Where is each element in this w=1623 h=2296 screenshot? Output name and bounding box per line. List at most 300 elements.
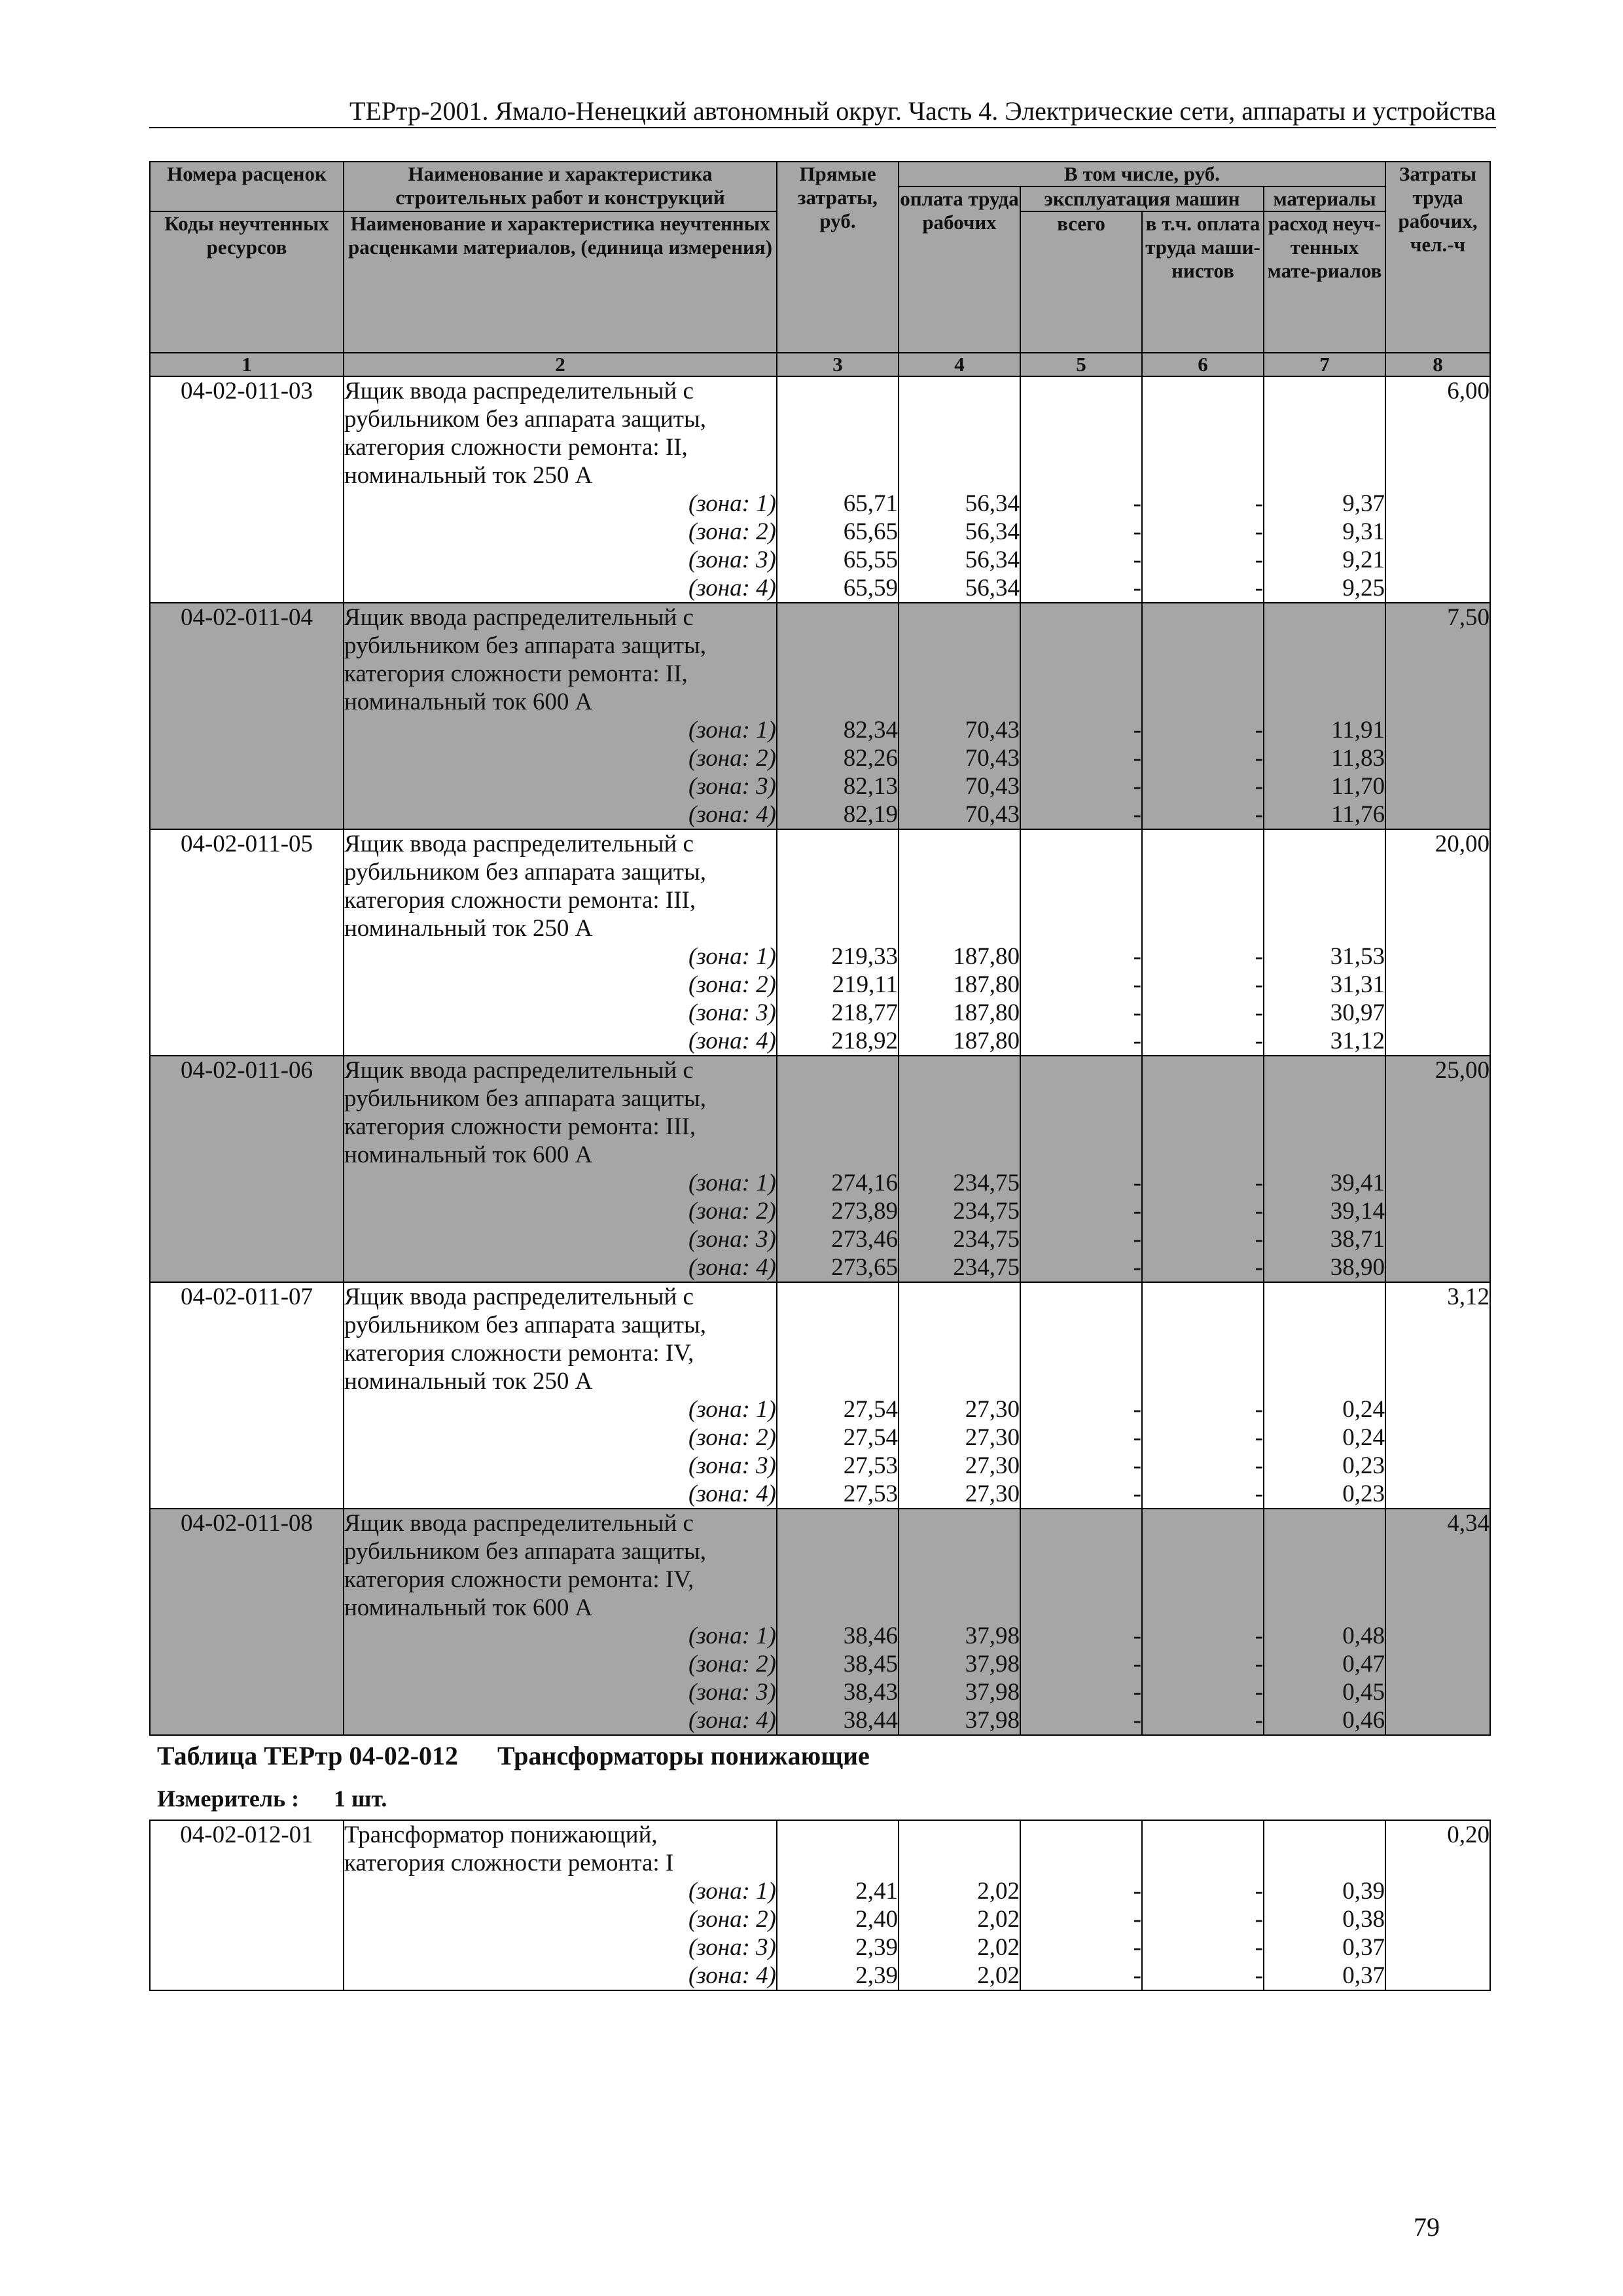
empty-cell (1385, 942, 1490, 971)
machines-total: - (1020, 1706, 1142, 1735)
table-row (150, 490, 1490, 518)
machines-total: - (1020, 1253, 1142, 1282)
rate-name-line: категория сложности ремонта: II, (344, 660, 777, 688)
empty-cell (150, 1566, 344, 1594)
materials-consumption: 30,97 (1264, 999, 1385, 1027)
table-row (150, 1594, 1490, 1622)
empty-cell (150, 1395, 344, 1424)
materials-consumption: 9,21 (1264, 546, 1385, 574)
empty-cell (1142, 433, 1264, 461)
empty-cell (150, 1253, 344, 1282)
worker-wage: 2,02 (899, 1877, 1020, 1905)
rate-name-line: рубильником без аппарата защиты, (344, 632, 777, 660)
empty-cell (1264, 1339, 1385, 1367)
table-row (150, 376, 1490, 405)
materials-consumption: 0,38 (1264, 1905, 1385, 1933)
machinist-wage: - (1142, 942, 1264, 971)
empty-cell (1264, 376, 1385, 405)
empty-cell (1385, 800, 1490, 829)
empty-cell (777, 433, 899, 461)
empty-cell (1142, 688, 1264, 716)
empty-cell (150, 1537, 344, 1566)
column-number: 4 (899, 353, 1020, 376)
table-row (150, 1509, 1490, 1537)
table-row (150, 1141, 1490, 1169)
empty-cell (1385, 1650, 1490, 1678)
empty-cell (1020, 405, 1142, 433)
table-row (150, 688, 1490, 716)
empty-cell (899, 1282, 1020, 1311)
empty-cell (899, 405, 1020, 433)
column-number: 5 (1020, 353, 1142, 376)
empty-cell (1385, 461, 1490, 490)
rate-name-line: рубильником без аппарата защиты, (344, 858, 777, 886)
column-number: 1 (150, 353, 344, 376)
rate-name-line: номинальный ток 250 А (344, 1367, 777, 1395)
empty-cell (1385, 1197, 1490, 1225)
empty-cell (1385, 1905, 1490, 1933)
rate-name-line: Ящик ввода распределительный с (344, 1056, 777, 1085)
table-row (150, 632, 1490, 660)
table-row (150, 1678, 1490, 1706)
machines-total: - (1020, 1678, 1142, 1706)
zone-label: (зона: 2) (344, 1905, 777, 1933)
labor-cost: 3,12 (1385, 1282, 1490, 1311)
empty-cell (1385, 1367, 1490, 1395)
machinist-wage: - (1142, 1225, 1264, 1253)
empty-cell (150, 971, 344, 999)
empty-cell (150, 744, 344, 772)
machinist-wage: - (1142, 1169, 1264, 1197)
machinist-wage: - (1142, 1877, 1264, 1905)
machinist-wage: - (1142, 800, 1264, 829)
empty-cell (150, 1141, 344, 1169)
table2-name: Трансформаторы понижающие (497, 1741, 870, 1770)
empty-cell (1385, 688, 1490, 716)
rate-name-line: номинальный ток 250 А (344, 461, 777, 490)
empty-cell (1020, 829, 1142, 858)
empty-cell (1264, 1311, 1385, 1339)
machinist-wage: - (1142, 490, 1264, 518)
zone-label: (зона: 3) (344, 1452, 777, 1480)
empty-cell (777, 1311, 899, 1339)
page-number: 79 (1414, 2212, 1440, 2242)
direct-cost: 2,39 (777, 1933, 899, 1962)
empty-cell (1020, 603, 1142, 632)
empty-cell (1385, 1849, 1490, 1877)
rate-name-line: номинальный ток 600 А (344, 1594, 777, 1622)
direct-cost: 2,41 (777, 1877, 899, 1905)
materials-consumption: 11,91 (1264, 716, 1385, 744)
empty-cell (150, 1113, 344, 1141)
empty-cell (1142, 660, 1264, 688)
empty-cell (150, 1225, 344, 1253)
worker-wage: 37,98 (899, 1650, 1020, 1678)
empty-cell (1020, 1594, 1142, 1622)
rate-code: 04-02-011-03 (150, 376, 344, 405)
empty-cell (150, 1085, 344, 1113)
rate-code: 04-02-011-04 (150, 603, 344, 632)
empty-cell (899, 603, 1020, 632)
empty-cell (899, 1537, 1020, 1566)
empty-cell (1385, 914, 1490, 942)
rate-name-line: Ящик ввода распределительный с (344, 1509, 777, 1537)
header-materials-group: материалы (1264, 187, 1385, 211)
empty-cell (899, 461, 1020, 490)
empty-cell (150, 1706, 344, 1735)
table-row (150, 1339, 1490, 1367)
empty-cell (899, 688, 1020, 716)
table-row (150, 1905, 1490, 1933)
machinist-wage: - (1142, 1027, 1264, 1056)
empty-cell (1020, 858, 1142, 886)
empty-cell (1142, 1594, 1264, 1622)
empty-cell (1142, 461, 1264, 490)
empty-cell (150, 546, 344, 574)
empty-cell (1142, 1509, 1264, 1537)
empty-cell (1385, 574, 1490, 603)
materials-consumption: 9,37 (1264, 490, 1385, 518)
empty-cell (1264, 405, 1385, 433)
zone-label: (зона: 1) (344, 1169, 777, 1197)
empty-cell (899, 886, 1020, 914)
empty-cell (1142, 1820, 1264, 1849)
table-row (150, 1367, 1490, 1395)
machines-total: - (1020, 716, 1142, 744)
empty-cell (777, 1085, 899, 1113)
empty-cell (1020, 433, 1142, 461)
direct-cost: 218,92 (777, 1027, 899, 1056)
direct-cost: 27,54 (777, 1424, 899, 1452)
empty-cell (777, 914, 899, 942)
empty-cell (1264, 632, 1385, 660)
empty-cell (777, 1141, 899, 1169)
table-row (150, 1622, 1490, 1650)
empty-cell (150, 942, 344, 971)
direct-cost: 27,53 (777, 1452, 899, 1480)
rate-name-line: Трансформатор понижающий, (344, 1820, 777, 1849)
empty-cell (1142, 1141, 1264, 1169)
zone-label: (зона: 1) (344, 1877, 777, 1905)
worker-wage: 37,98 (899, 1706, 1020, 1735)
empty-cell (1020, 1566, 1142, 1594)
table-row (150, 1056, 1490, 1085)
machinist-wage: - (1142, 1706, 1264, 1735)
empty-cell (150, 518, 344, 546)
table-row (150, 829, 1490, 858)
direct-cost: 27,53 (777, 1480, 899, 1509)
worker-wage: 27,30 (899, 1395, 1020, 1424)
empty-cell (1385, 433, 1490, 461)
empty-cell (899, 1056, 1020, 1085)
empty-cell (1385, 1706, 1490, 1735)
empty-cell (777, 1594, 899, 1622)
rate-name-line: рубильником без аппарата защиты, (344, 1537, 777, 1566)
empty-cell (1142, 829, 1264, 858)
empty-cell (899, 376, 1020, 405)
worker-wage: 187,80 (899, 999, 1020, 1027)
empty-cell (1385, 1962, 1490, 1990)
rate-name-line: категория сложности ремонта: IV, (344, 1339, 777, 1367)
direct-cost: 82,34 (777, 716, 899, 744)
machines-total: - (1020, 1424, 1142, 1452)
machines-total: - (1020, 744, 1142, 772)
header-machines-group: эксплуатация машин (1020, 187, 1264, 211)
column-number: 7 (1264, 353, 1385, 376)
empty-cell (1385, 772, 1490, 800)
worker-wage: 234,75 (899, 1169, 1020, 1197)
transformers-table (149, 1820, 1491, 1991)
materials-consumption: 11,83 (1264, 744, 1385, 772)
empty-cell (1264, 1056, 1385, 1085)
empty-cell (899, 1113, 1020, 1141)
table-row (150, 1282, 1490, 1311)
empty-cell (1264, 1537, 1385, 1566)
empty-cell (1020, 914, 1142, 942)
table-row (150, 1706, 1490, 1735)
machines-total: - (1020, 1225, 1142, 1253)
header-including-group: В том числе, руб. (899, 162, 1385, 187)
empty-cell (899, 1339, 1020, 1367)
empty-cell (150, 1197, 344, 1225)
machines-total: - (1020, 574, 1142, 603)
empty-cell (150, 886, 344, 914)
machines-total: - (1020, 546, 1142, 574)
empty-cell (1142, 858, 1264, 886)
empty-cell (899, 660, 1020, 688)
table-row (150, 1253, 1490, 1282)
header-materials-consumption: расход неуч-тенных мате-риалов (1264, 211, 1385, 353)
empty-cell (1385, 1253, 1490, 1282)
empty-cell (1264, 1509, 1385, 1537)
machinist-wage: - (1142, 518, 1264, 546)
empty-cell (1264, 886, 1385, 914)
rate-name-line: категория сложности ремонта: II, (344, 433, 777, 461)
empty-cell (150, 1962, 344, 1990)
empty-cell (150, 1027, 344, 1056)
machines-total: - (1020, 800, 1142, 829)
empty-cell (1385, 1339, 1490, 1367)
empty-cell (150, 632, 344, 660)
empty-cell (150, 688, 344, 716)
rate-name-line: номинальный ток 600 А (344, 688, 777, 716)
empty-cell (899, 1509, 1020, 1537)
empty-cell (1142, 1113, 1264, 1141)
empty-cell (1142, 1311, 1264, 1339)
rate-name-line: рубильником без аппарата защиты, (344, 405, 777, 433)
zone-label: (зона: 2) (344, 1197, 777, 1225)
worker-wage: 37,98 (899, 1678, 1020, 1706)
rate-name-line: рубильником без аппарата защиты, (344, 1311, 777, 1339)
table-row (150, 914, 1490, 942)
empty-cell (1264, 1113, 1385, 1141)
empty-cell (1020, 1339, 1142, 1367)
empty-cell (1142, 1367, 1264, 1395)
empty-cell (777, 660, 899, 688)
empty-cell (777, 1820, 899, 1849)
header-name-bottom: Наименование и характеристика неучтенных расценками материалов, (единица измерения) (344, 211, 777, 353)
empty-cell (150, 1877, 344, 1905)
empty-cell (150, 1367, 344, 1395)
table-row (150, 886, 1490, 914)
zone-label: (зона: 3) (344, 1678, 777, 1706)
table-row (150, 405, 1490, 433)
machinist-wage: - (1142, 999, 1264, 1027)
zone-label: (зона: 2) (344, 971, 777, 999)
machinist-wage: - (1142, 1678, 1264, 1706)
machinist-wage: - (1142, 1480, 1264, 1509)
column-number: 3 (777, 353, 899, 376)
zone-label: (зона: 1) (344, 716, 777, 744)
empty-cell (1142, 914, 1264, 942)
header-direct-costs: Прямые затраты, руб. (777, 162, 899, 353)
empty-cell (1020, 1056, 1142, 1085)
empty-cell (1385, 490, 1490, 518)
labor-cost: 6,00 (1385, 376, 1490, 405)
rate-code: 04-02-011-06 (150, 1056, 344, 1085)
empty-cell (1385, 886, 1490, 914)
empty-cell (1385, 1141, 1490, 1169)
machines-total: - (1020, 490, 1142, 518)
labor-cost: 4,34 (1385, 1509, 1490, 1537)
rate-code: 04-02-011-07 (150, 1282, 344, 1311)
empty-cell (777, 1537, 899, 1566)
materials-consumption: 0,37 (1264, 1962, 1385, 1990)
empty-cell (777, 603, 899, 632)
header-code-bottom: Коды неучтенных ресурсов (150, 211, 344, 353)
direct-cost: 2,39 (777, 1962, 899, 1990)
zone-label: (зона: 4) (344, 574, 777, 603)
materials-consumption: 0,23 (1264, 1452, 1385, 1480)
empty-cell (1385, 1537, 1490, 1566)
materials-consumption: 0,24 (1264, 1424, 1385, 1452)
zone-label: (зона: 4) (344, 1706, 777, 1735)
table-row (150, 1933, 1490, 1962)
machines-total: - (1020, 971, 1142, 999)
machinist-wage: - (1142, 1622, 1264, 1650)
machinist-wage: - (1142, 971, 1264, 999)
empty-cell (150, 1933, 344, 1962)
zone-label: (зона: 3) (344, 999, 777, 1027)
materials-consumption: 38,71 (1264, 1225, 1385, 1253)
empty-cell (777, 858, 899, 886)
empty-cell (1264, 1849, 1385, 1877)
machinist-wage: - (1142, 716, 1264, 744)
materials-consumption: 0,39 (1264, 1877, 1385, 1905)
empty-cell (777, 1566, 899, 1594)
direct-cost: 65,55 (777, 546, 899, 574)
empty-cell (1020, 1085, 1142, 1113)
machinist-wage: - (1142, 1452, 1264, 1480)
empty-cell (1020, 1113, 1142, 1141)
machines-total: - (1020, 772, 1142, 800)
direct-cost: 27,54 (777, 1395, 899, 1424)
rate-code: 04-02-011-05 (150, 829, 344, 858)
materials-consumption: 0,47 (1264, 1650, 1385, 1678)
worker-wage: 234,75 (899, 1197, 1020, 1225)
machines-total: - (1020, 1905, 1142, 1933)
worker-wage: 56,34 (899, 546, 1020, 574)
empty-cell (150, 1650, 344, 1678)
machinist-wage: - (1142, 1933, 1264, 1962)
table-row (150, 1225, 1490, 1253)
machines-total: - (1020, 1962, 1142, 1990)
empty-cell (1385, 660, 1490, 688)
machines-total: - (1020, 1395, 1142, 1424)
empty-cell (1142, 1339, 1264, 1367)
table-row (150, 433, 1490, 461)
empty-cell (777, 632, 899, 660)
empty-cell (1264, 1566, 1385, 1594)
empty-cell (1264, 461, 1385, 490)
empty-cell (150, 716, 344, 744)
worker-wage: 27,30 (899, 1452, 1020, 1480)
header-worker-wage: оплата труда рабочих (899, 187, 1020, 353)
empty-cell (1385, 1877, 1490, 1905)
column-number: 8 (1385, 353, 1490, 376)
zone-label: (зона: 4) (344, 1253, 777, 1282)
zone-label: (зона: 1) (344, 942, 777, 971)
machines-total: - (1020, 1027, 1142, 1056)
machines-total: - (1020, 1650, 1142, 1678)
table-row (150, 858, 1490, 886)
empty-cell (150, 1169, 344, 1197)
worker-wage: 70,43 (899, 744, 1020, 772)
empty-cell (899, 914, 1020, 942)
table-row (150, 1424, 1490, 1452)
empty-cell (1264, 1141, 1385, 1169)
table-row (150, 1820, 1490, 1849)
empty-cell (1385, 1622, 1490, 1650)
empty-cell (899, 858, 1020, 886)
empty-cell (1385, 546, 1490, 574)
table-row (150, 1650, 1490, 1678)
worker-wage: 234,75 (899, 1253, 1020, 1282)
worker-wage: 187,80 (899, 942, 1020, 971)
zone-label: (зона: 4) (344, 1962, 777, 1990)
machines-total: - (1020, 1452, 1142, 1480)
empty-cell (150, 1311, 344, 1339)
machinist-wage: - (1142, 1650, 1264, 1678)
empty-cell (1385, 744, 1490, 772)
empty-cell (150, 433, 344, 461)
direct-cost: 273,89 (777, 1197, 899, 1225)
table-row (150, 1395, 1490, 1424)
empty-cell (1264, 1820, 1385, 1849)
rate-name-line: категория сложности ремонта: I (344, 1849, 777, 1877)
rate-name-line: категория сложности ремонта: III, (344, 1113, 777, 1141)
empty-cell (1020, 1537, 1142, 1566)
empty-cell (1020, 688, 1142, 716)
header-name-top: Наименование и характеристика строительных работ и конструкций (344, 162, 777, 211)
empty-cell (150, 1480, 344, 1509)
table-row (150, 1311, 1490, 1339)
direct-cost: 82,13 (777, 772, 899, 800)
direct-cost: 219,33 (777, 942, 899, 971)
empty-cell (1142, 1056, 1264, 1085)
empty-cell (1264, 1085, 1385, 1113)
empty-cell (1264, 603, 1385, 632)
empty-cell (777, 1282, 899, 1311)
empty-cell (777, 688, 899, 716)
empty-cell (777, 376, 899, 405)
empty-cell (150, 1678, 344, 1706)
empty-cell (1020, 632, 1142, 660)
materials-consumption: 0,23 (1264, 1480, 1385, 1509)
materials-consumption: 31,12 (1264, 1027, 1385, 1056)
machines-total: - (1020, 1877, 1142, 1905)
empty-cell (1020, 1820, 1142, 1849)
